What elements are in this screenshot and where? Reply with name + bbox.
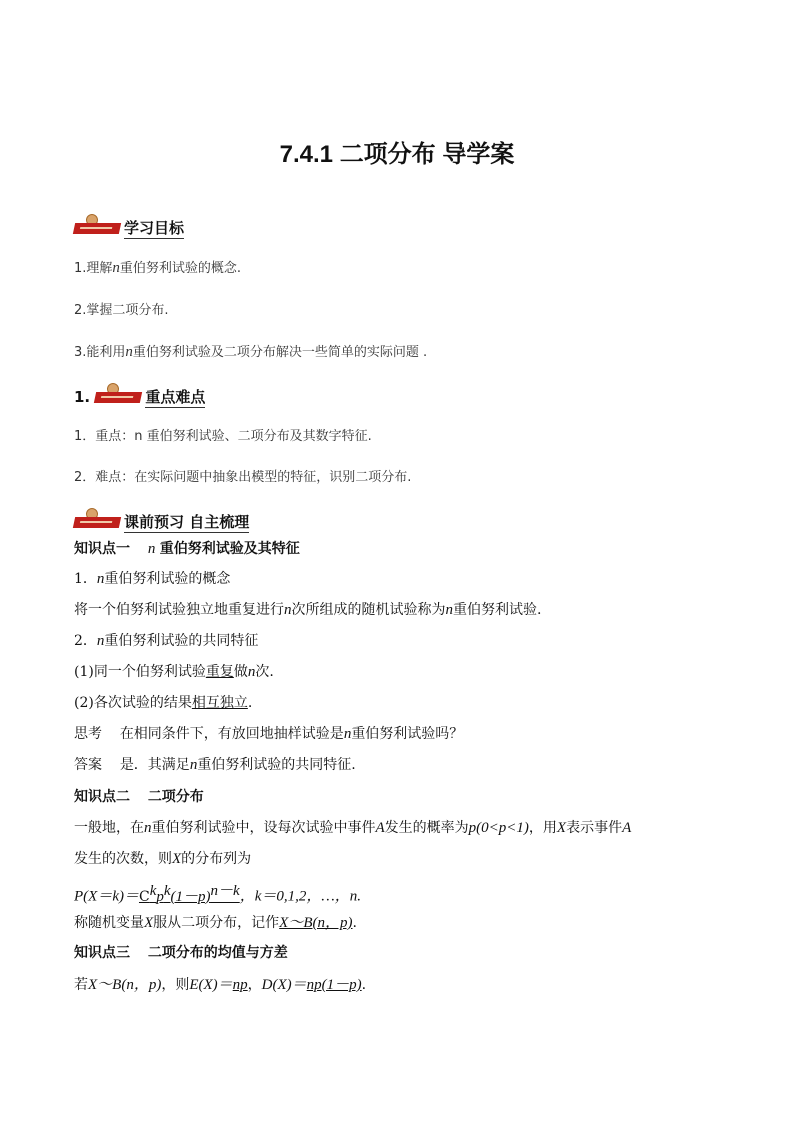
- section-number: 1.: [74, 388, 91, 406]
- var-notation: X～B(n，p): [88, 977, 162, 993]
- binomial-formula: [74, 879, 361, 906]
- text: (1)同一个伯努利试验: [74, 664, 206, 680]
- answer: [74, 754, 356, 774]
- text: 的分布列为: [181, 851, 252, 867]
- expectation-label: E(X)＝: [189, 977, 233, 993]
- page-title: 7.4.1 二项分布 导学案: [279, 141, 515, 168]
- var-n: n: [445, 602, 453, 618]
- goal-text: 重伯努利试验的概念.: [119, 261, 242, 276]
- text: 重伯努利试验的共同特征.: [197, 757, 356, 773]
- text: 次所组成的随机试验称为: [291, 602, 446, 618]
- feature-1: [74, 661, 274, 681]
- answer-label: 答案: [74, 757, 102, 773]
- text: 服从二项分布，记作: [153, 915, 280, 931]
- text: 若: [74, 977, 88, 993]
- text: 在相同条件下，有放回地抽样试验是: [119, 726, 344, 742]
- var-p-range: p(0<p<1): [468, 820, 529, 836]
- kp-title: 二项分布的均值与方差: [147, 945, 288, 961]
- key-point-1: 1．重点：n 重伯努利试验、二项分布及其数字特征.: [74, 429, 372, 444]
- goal-text: 重伯努利试验及二项分布解决一些简单的实际问题 .: [132, 345, 428, 360]
- formula-exp: n－k: [210, 883, 240, 899]
- section-badge-icon: [74, 508, 122, 530]
- formula-c-sup: k: [149, 883, 157, 899]
- distribution-paragraph-line-1: [74, 817, 631, 837]
- text: 重伯努利试验吗？: [351, 726, 464, 742]
- goal-item-2: 2.掌握二项分布.: [74, 303, 169, 318]
- text: 将一个伯努利试验独立地重复进行: [74, 602, 284, 618]
- text: 1．: [74, 571, 97, 587]
- knowledge-point-3: [74, 942, 288, 962]
- text: 发生的次数，则: [74, 851, 172, 867]
- var-n: n: [96, 571, 105, 587]
- section-heading-text: 重点难点: [145, 388, 206, 406]
- var-X: X: [144, 915, 154, 931]
- underlined-term: 相互独立: [191, 695, 248, 711]
- var-n: n: [96, 633, 105, 649]
- underlined-term: 重复: [205, 664, 234, 680]
- think-question: [74, 723, 463, 743]
- text: (2)各次试验的结果: [74, 695, 192, 711]
- goal-text: 3.能利用: [74, 345, 126, 360]
- variance-label: D(X)＝: [261, 977, 307, 993]
- var-n: n: [247, 664, 256, 680]
- section-heading-goals: [74, 214, 184, 238]
- kp-label: 知识点一: [74, 541, 130, 557]
- var-n: n: [125, 344, 133, 360]
- goal-item-1: [74, 257, 241, 277]
- var-n: n: [144, 820, 152, 836]
- key-point-2: 2．难点：在实际问题中抽象出模型的特征，识别二项分布.: [74, 470, 412, 485]
- text: 做: [233, 664, 248, 680]
- section-heading-key-points: [74, 383, 205, 407]
- text: 表示事件: [566, 820, 623, 836]
- section-heading-text: 课前预习 自主梳理: [124, 513, 250, 531]
- kp-title: 重伯努利试验及其特征: [159, 541, 300, 557]
- knowledge-point-2: [74, 786, 204, 806]
- subheading-2: [74, 630, 258, 650]
- formula-rest: ，k＝0,1,2，…，n.: [239, 888, 361, 905]
- definition-line: [74, 599, 541, 619]
- text: ，则: [161, 977, 190, 993]
- text: 次.: [255, 664, 274, 680]
- think-label: 思考: [74, 726, 102, 742]
- var-n: n: [343, 726, 352, 742]
- text: 2．: [74, 633, 97, 649]
- section-heading-text: 学习目标: [124, 219, 185, 237]
- var-A: A: [375, 820, 385, 836]
- distribution-paragraph-line-2: [74, 848, 251, 868]
- text: .: [352, 915, 357, 931]
- subheading-1: [74, 568, 230, 588]
- section-badge-icon: [74, 214, 122, 236]
- knowledge-point-1: [74, 538, 300, 558]
- goal-text: 1.理解: [74, 261, 113, 276]
- section-badge-icon: [95, 383, 143, 405]
- var-n: n: [189, 757, 198, 773]
- mean-variance: [74, 973, 366, 994]
- kp-label: 知识点三: [74, 945, 130, 961]
- variance-value: np(1－p): [306, 977, 362, 993]
- text: .: [247, 695, 253, 711]
- text: 重伯努利试验.: [453, 602, 542, 618]
- distribution-notation: [74, 911, 357, 932]
- formula-paren: (1－p): [170, 888, 211, 905]
- text: 称随机变量: [74, 915, 144, 931]
- text: 一般地，在: [74, 820, 144, 836]
- var-n: n: [284, 602, 292, 618]
- formula-p-sup: k: [163, 883, 171, 899]
- formula-lhs: P(X＝k)＝: [74, 888, 139, 905]
- formula-p: p: [156, 888, 164, 905]
- underlined-notation: X～B(n，p): [279, 915, 353, 931]
- feature-2: [74, 692, 252, 712]
- text: 重伯努利试验的共同特征: [104, 633, 259, 649]
- kp-title: 二项分布: [147, 789, 204, 805]
- section-heading-preview: [74, 508, 249, 532]
- formula-c: C: [138, 888, 150, 905]
- text: ，: [247, 977, 262, 993]
- text: ，用: [528, 820, 557, 836]
- var-n: n: [112, 260, 120, 276]
- text: 是．其满足: [119, 757, 190, 773]
- kp-label: 知识点二: [74, 789, 130, 805]
- expectation-value: np: [232, 977, 248, 993]
- var-X: X: [172, 851, 182, 867]
- text: 重伯努利试验中，设每次试验中事件: [151, 820, 376, 836]
- text: .: [361, 977, 367, 993]
- var-A: A: [622, 820, 632, 836]
- text: 重伯努利试验的概念: [104, 571, 231, 587]
- var-n: n: [147, 541, 156, 557]
- text: 发生的概率为: [384, 820, 469, 836]
- goal-item-3: [74, 341, 427, 361]
- var-X: X: [556, 820, 567, 836]
